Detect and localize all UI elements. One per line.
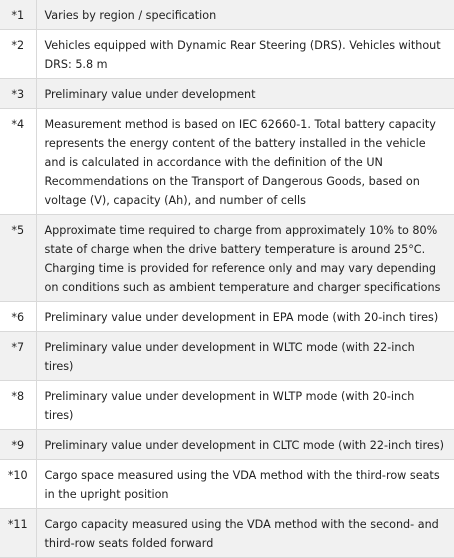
footnote-mark: *9 xyxy=(0,430,36,460)
footnote-row-7 xyxy=(0,332,454,381)
footnote-row-8 xyxy=(0,381,454,430)
footnote-text: Cargo capacity measured using the VDA method with the second- and third-row seats folded forward xyxy=(36,509,454,558)
footnote-mark: *8 xyxy=(0,381,36,430)
footnote-text: Measurement method is based on IEC 62660-1. Total battery capacity represents the energy content of the battery installed in the vehicle and is calculated in accordance with the definition of the UN Recommendations on the Transport of Dangerous Goods, based on voltage (V), capacity (Ah), and number of cells xyxy=(36,109,454,215)
footnote-mark: *5 xyxy=(0,215,36,302)
footnote-row-9 xyxy=(0,430,454,460)
footnote-text: Cargo space measured using the VDA method with the third-row seats in the upright position xyxy=(36,460,454,509)
footnote-mark: *6 xyxy=(0,302,36,332)
footnote-text: Preliminary value under development in CLTC mode (with 22-inch tires) xyxy=(36,430,454,460)
footnote-row-4 xyxy=(0,109,454,215)
footnote-mark: *10 xyxy=(0,460,36,509)
footnote-mark: *1 xyxy=(0,0,36,30)
footnote-text: Preliminary value under development in WLTC mode (with 22-inch tires) xyxy=(36,332,454,381)
footnote-text: Approximate time required to charge from approximately 10% to 80% state of charge when the drive battery temperature is around 25°C. Charging time is provided for reference only and may vary depending on conditions such as ambient temperature and charger specifications xyxy=(36,215,454,302)
footnote-mark: *2 xyxy=(0,30,36,79)
footnote-row-2 xyxy=(0,30,454,79)
footnote-row-11 xyxy=(0,509,454,558)
footnote-mark: *7 xyxy=(0,332,36,381)
footnote-text: Preliminary value under development in WLTP mode (with 20-inch tires) xyxy=(36,381,454,430)
footnote-text: Vehicles equipped with Dynamic Rear Steering (DRS). Vehicles without DRS: 5.8 m xyxy=(36,30,454,79)
footnote-mark: *11 xyxy=(0,509,36,558)
footnote-mark: *3 xyxy=(0,79,36,109)
footnote-row-1 xyxy=(0,0,454,30)
footnote-row-10 xyxy=(0,460,454,509)
footnote-text: Preliminary value under development in EPA mode (with 20-inch tires) xyxy=(36,302,454,332)
footnote-text: Preliminary value under development xyxy=(36,79,454,109)
footnote-row-6 xyxy=(0,302,454,332)
footnote-mark: *4 xyxy=(0,109,36,215)
footnote-row-5 xyxy=(0,215,454,302)
footnote-row-3 xyxy=(0,79,454,109)
footnote-text: Varies by region / specification xyxy=(36,0,454,30)
